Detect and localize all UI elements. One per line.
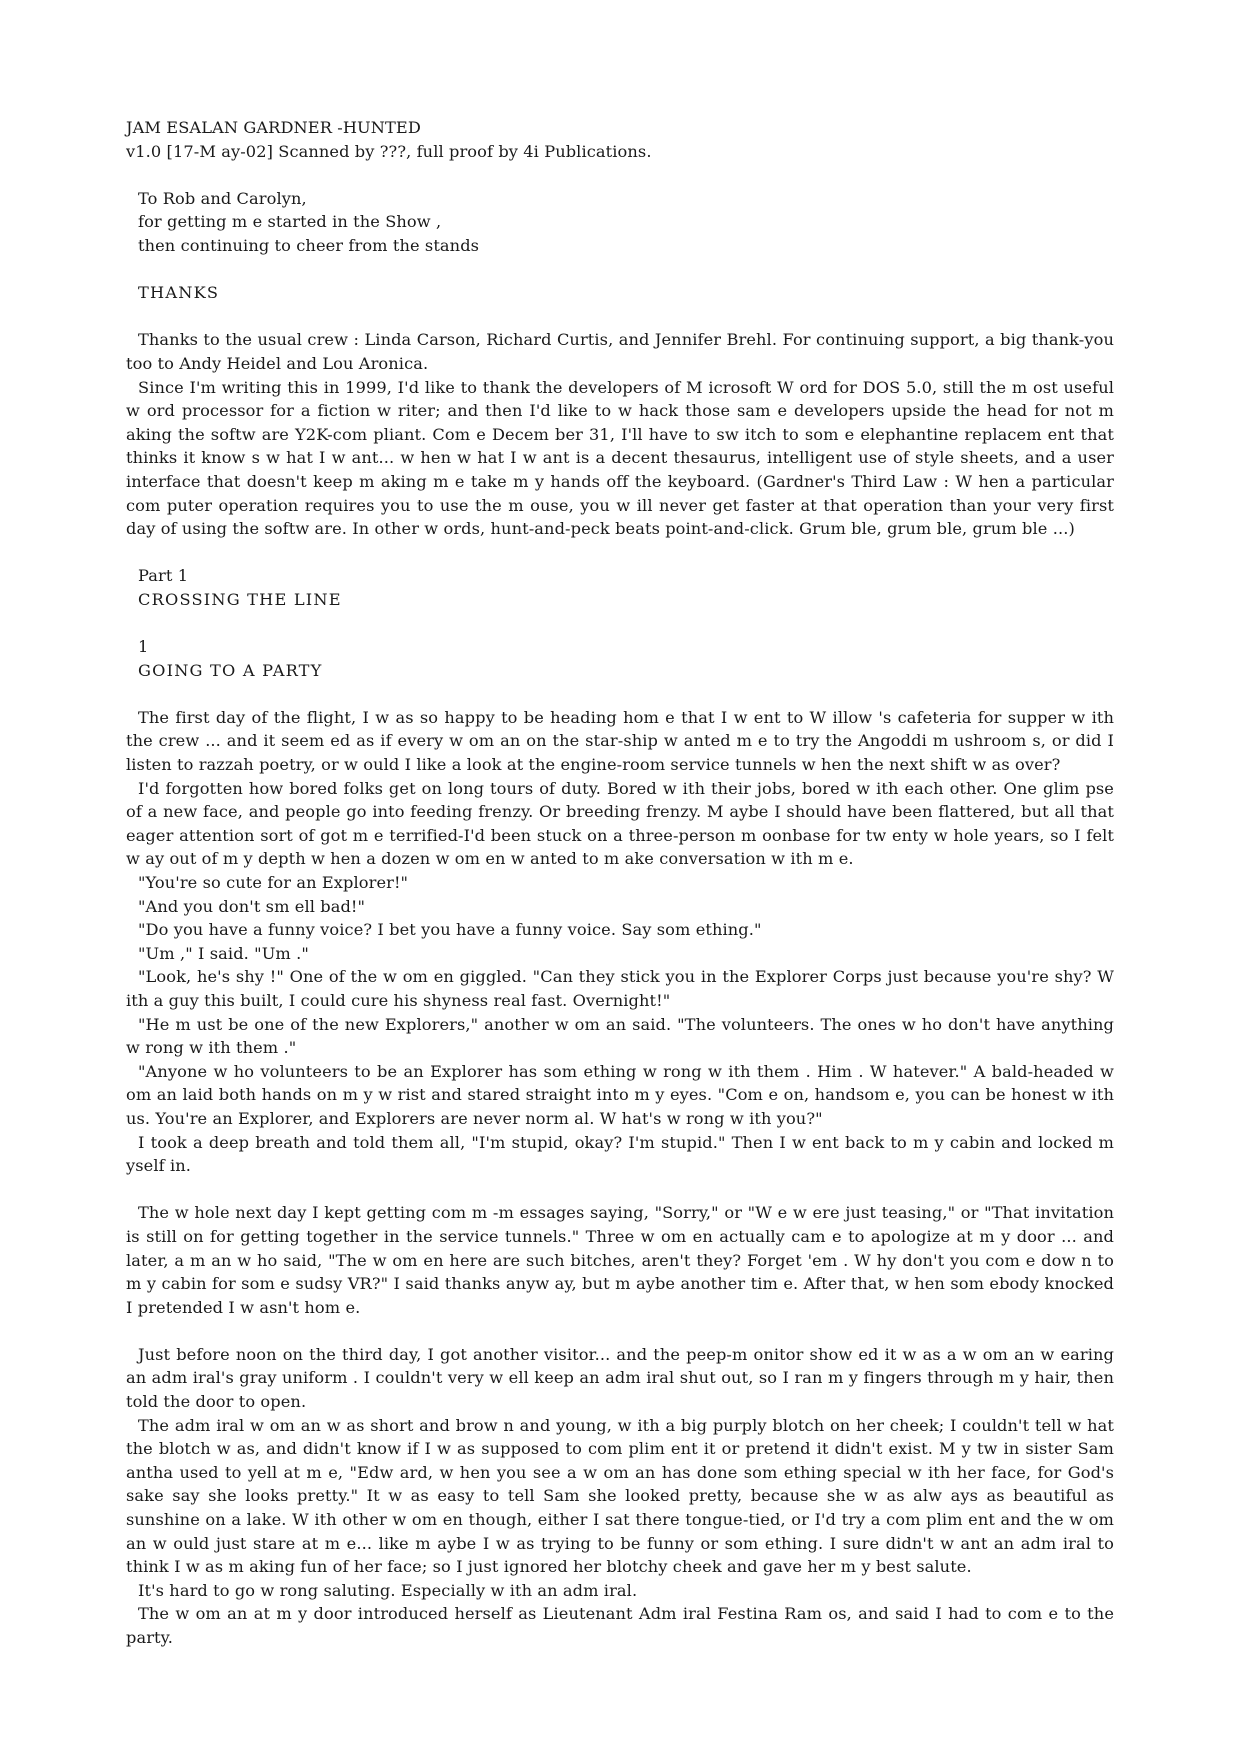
paragraph: The adm iral w om an w as short and brow n and young, w ith a big purply blotch on her cheek; I couldn't tell w hat the blotch w as, and didn't know if I w as supposed to com plim ent it or pretend it didn't exist. M y tw in sister Sam antha used to yell at m e, "Edw ard, w hen you see a w om an has done som ething special w ith her face, for God's sake say she looks pretty." It w as easy to tell Sam she looked pretty, because she w as alw ays as beautiful as sunshine on a lake. W ith other w om en though, either I sat there tongue-tied, or I'd try a com plim ent and the w om an w ould just stare at m e... like m aybe I w as trying to be funny or som ething. I sure didn't w ant an adm iral to think I w as m aking fun of her face; so I just ignored her blotchy cheek and gave her m y best salute. [126, 1415, 1114, 1577]
paragraph: "Anyone w ho volunteers to be an Explorer has som ething w rong w ith them . Him . W hatever." A bald-headed w om an laid both hands on m y w rist and stared straight into m y eyes. "Com e on, handsom e, you can be honest w ith us. You're an Explorer, and Explorers are never norm al. W hat's w rong w ith you?" [126, 1061, 1114, 1128]
paragraph: "Look, he's shy !" One of the w om en giggled. "Can they stick you in the Explorer Corps just because you're shy? W ith a guy this built, I could cure his shyness real fast. Overnight!" [126, 967, 1114, 1010]
document-title: JAM ESALAN GARDNER -HUNTED [126, 118, 421, 137]
dedication-line: To Rob and Carolyn, [138, 188, 307, 208]
dedication [126, 187, 1114, 258]
paragraph: It's hard to go w rong saluting. Especially w ith an adm iral. [138, 1580, 638, 1600]
paragraph: I took a deep breath and told them all, "I'm stupid, okay? I'm stupid." Then I w ent back to m y cabin and locked m yself in. [126, 1132, 1114, 1176]
thanks-heading: THANKS [138, 283, 220, 303]
dialogue-line: "You're so cute for an Explorer!" [138, 873, 409, 892]
paragraph: The w hole next day I kept getting com m -m essages saying, "Sorry," or "W e w ere just teasing," or "That invitation is still on for getting together in the service tunnels." Three w om en actually cam e to apologize at m y door ... and later, a m an w ho said, "The w om en here are such bitches, aren't they? Forget 'em . W hy don't you com e dow n to m y cabin for som e sudsy VR?" I said thanks anyw ay, but m aybe another tim e. After that, w hen som ebody knocked I pretended I w asn't hom e. [126, 1203, 1114, 1317]
paragraph: Since I'm writing this in 1999, I'd like to thank the developers of M icrosoft W ord for DOS 5.0, still the m ost useful w ord processor for a fiction w riter; and then I'd like to w hack those sam e developers upside the head for not m aking the softw are Y2K-com pliant. Com e Decem ber 31, I'll have to sw itch to som e elephantine replacem ent that thinks it know s w hat I w ant... w hen w hat I w ant is a decent thesaurus, intelligent use of style sheets, and a user interface that doesn't keep m aking m e take m y hands off the keyboard. (Gardner's Third Law : W hen a particular com puter operation requires you to use the m ouse, you w ill never get faster at that operation than your very first day of using the softw are. In other w ords, hunt-and-peck beats point-and-click. Grum ble, grum ble, grum ble ...) [126, 377, 1114, 539]
paragraph: I'd forgotten how bored folks get on long tours of duty. Bored w ith their jobs, bored w ith each other. One glim pse of a new face, and people go into feeding frenzy. Or breeding frenzy. M aybe I should have been flattered, but all that eager attention sort of got m e terrified-I'd been stuck on a three-person m oonbase for tw enty w hole years, so I felt w ay out of m y depth w hen a dozen w om en w anted to m ake conversation w ith m e. [126, 778, 1114, 869]
dialogue-line: "Do you have a funny voice? I bet you have a funny voice. Say som ething." [138, 920, 762, 940]
part-label: Part 1 [138, 566, 189, 586]
part-title: CROSSING THE LINE [138, 589, 342, 609]
paragraph: The first day of the flight, I w as so happy to be heading hom e that I w ent to W illow 's cafeteria for supper w ith the crew ... and it seem ed as if every w om an on the star-ship w anted m e to try the Angoddi m ushroom s, or did I listen to razzah poetry, or w ould I like a look at the engine-room service tunnels w hen the next shift w as over? [126, 707, 1114, 775]
section-2 [126, 1201, 1114, 1319]
paragraph: Just before noon on the third day, I got another visitor... and the peep-m onitor show ed it w as a w om an w earing an adm iral's gray uniform . I couldn't very w ell keep an adm iral shut out, so I ran m y fingers through m y hair, then told the door to open. [126, 1344, 1114, 1412]
document-page [126, 116, 1114, 1650]
paragraph: The w om an at m y door introduced herself as Lieutenant Adm iral Festina Ram os, and said I had to com e to the party. [126, 1604, 1114, 1647]
chapter-number: 1 [138, 637, 149, 657]
dedication-line: then continuing to cheer from the stands [138, 235, 480, 255]
version-line: v1.0 [17-M ay-02] Scanned by ???, full proof by 4i Publications. [126, 141, 652, 161]
section-3 [126, 1343, 1114, 1650]
paragraph: "He m ust be one of the new Explorers," another w om an said. "The volunteers. The ones w ho don't have anything w rong w ith them ." [126, 1014, 1114, 1058]
dialogue-line: "Um ," I said. "Um ." [138, 943, 309, 963]
paragraph: Thanks to the usual crew : Linda Carson, Richard Curtis, and Jennifer Brehl. For continuing support, a big thank-you too to Andy Heidel and Lou Aronica. [126, 330, 1114, 373]
section-1 [126, 706, 1114, 1178]
dialogue-line: "And you don't sm ell bad!" [138, 896, 366, 916]
chapter-title: GOING TO A PARTY [138, 660, 323, 680]
dedication-line: for getting m e started in the Show , [138, 212, 442, 232]
